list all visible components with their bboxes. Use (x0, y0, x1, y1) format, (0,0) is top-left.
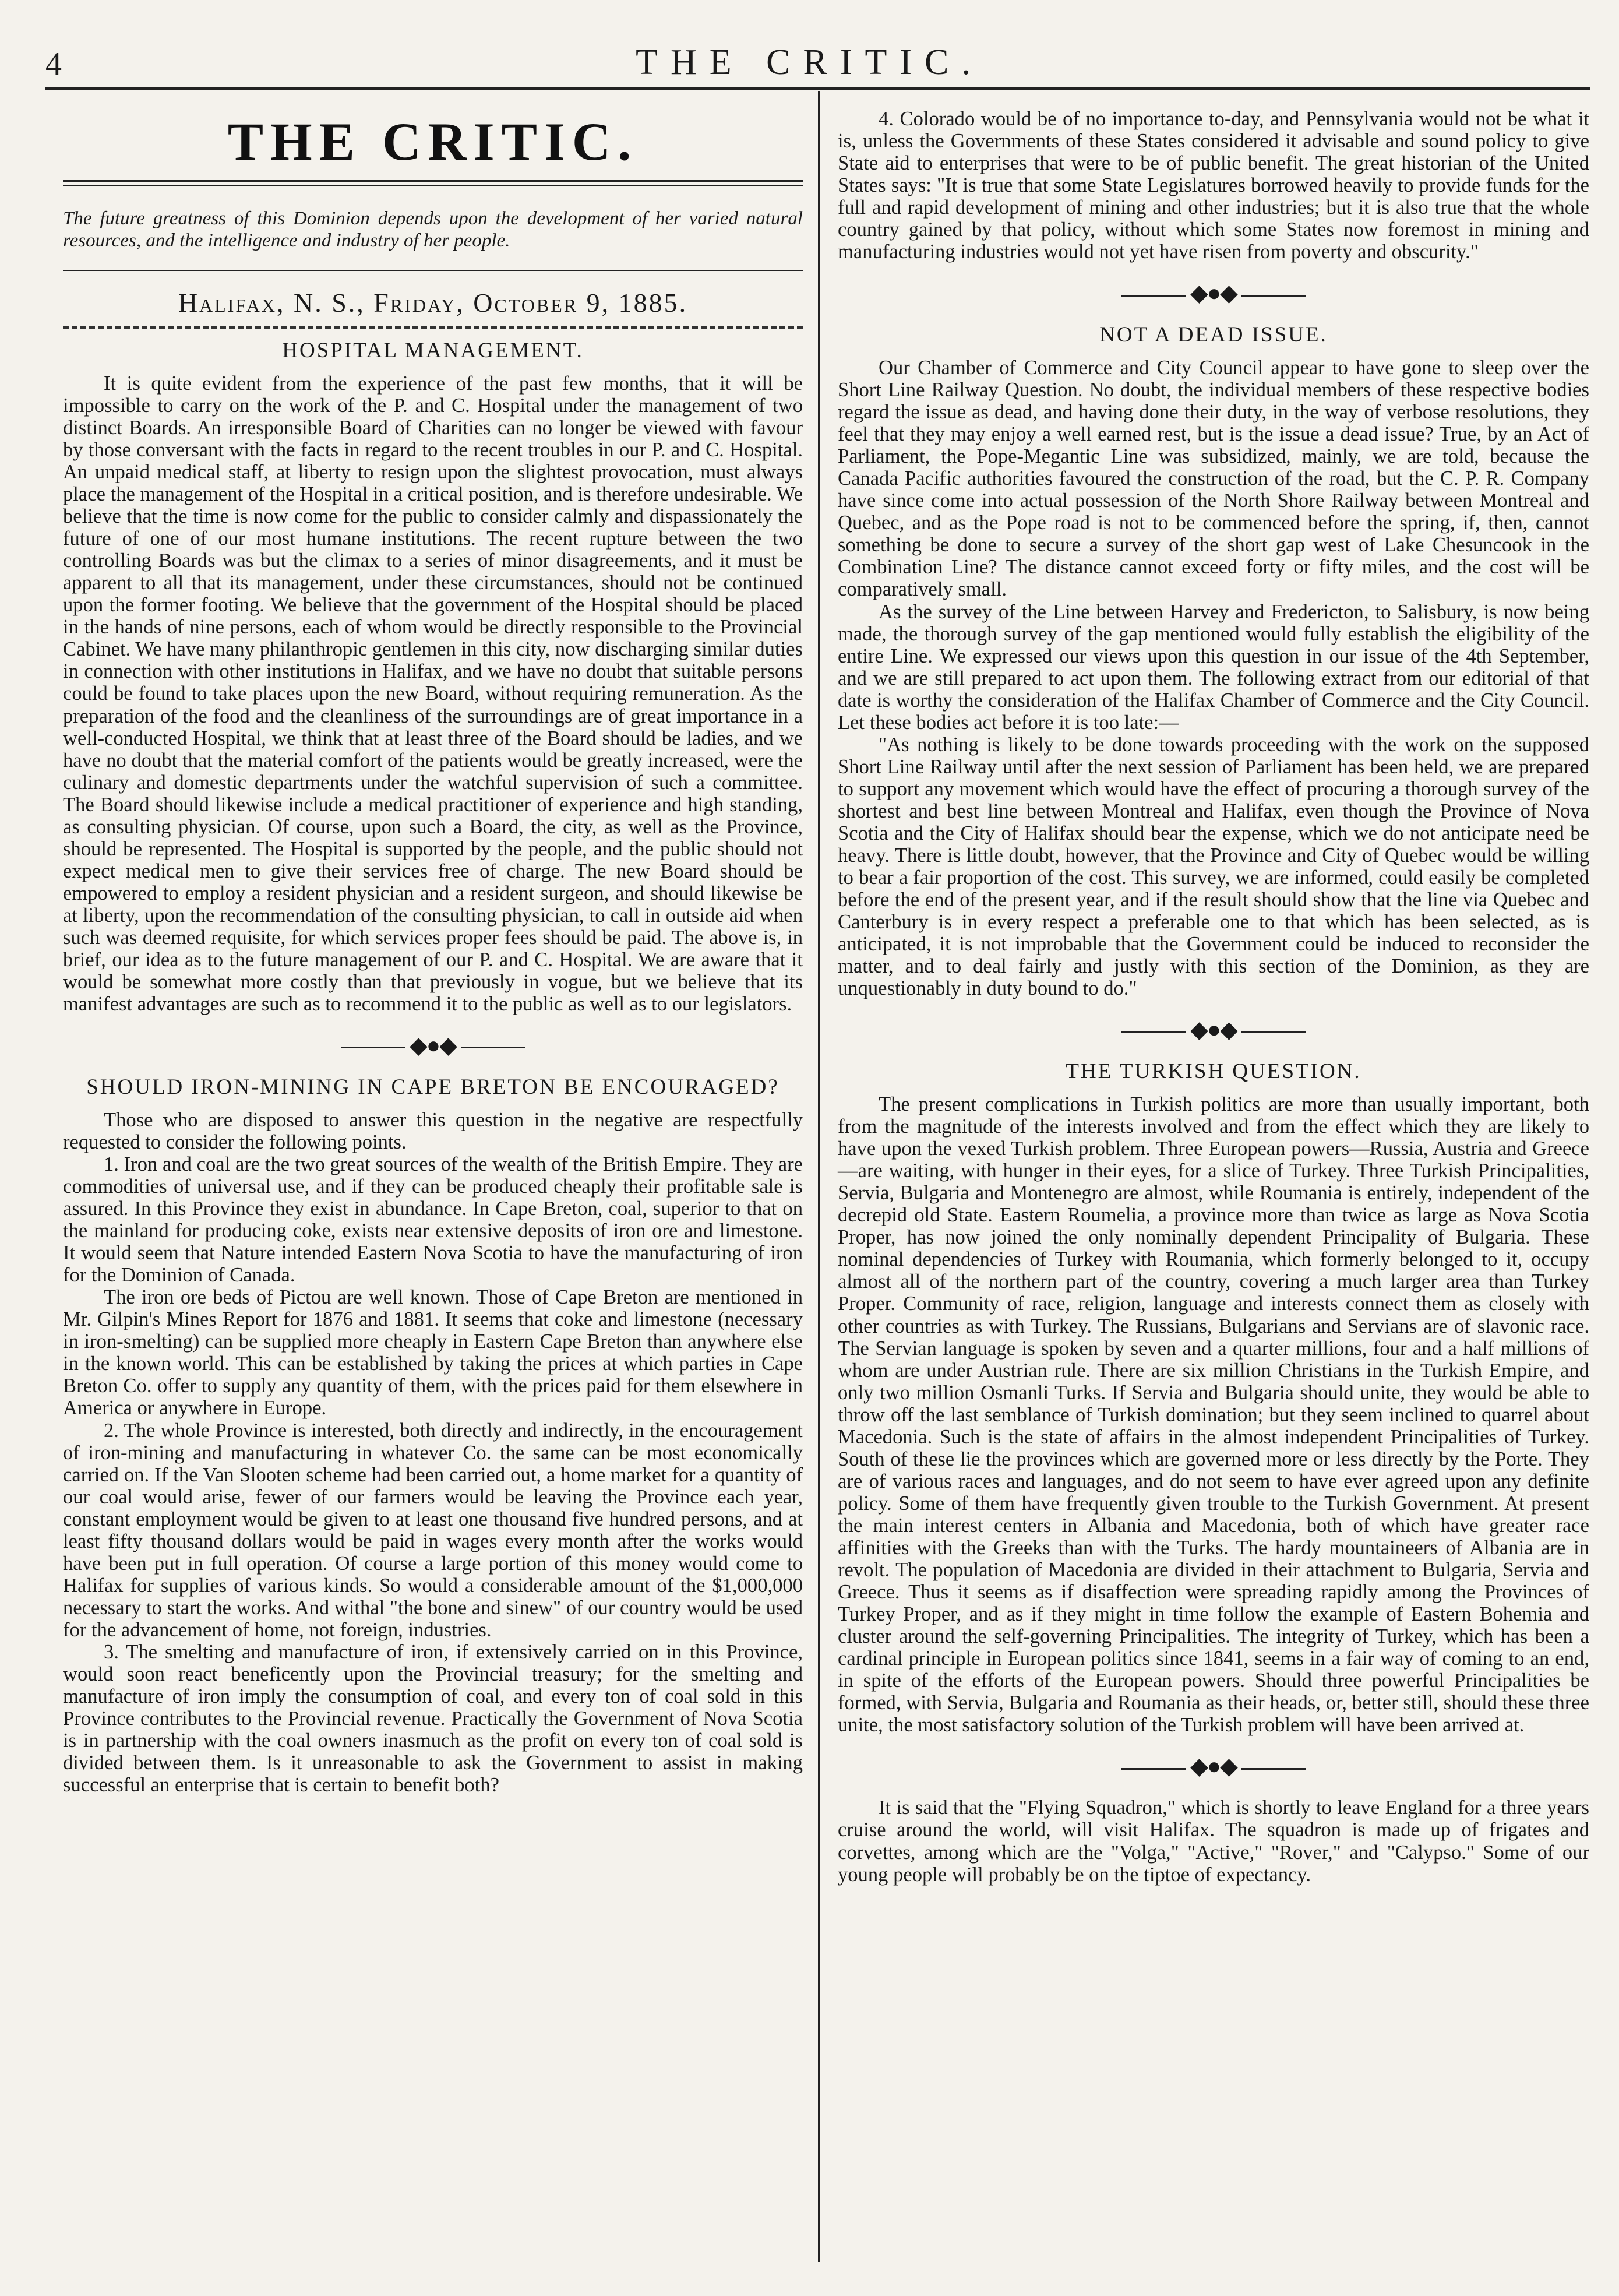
article-paragraph: The iron ore beds of Pictou are well known. Those of Cape Breton are mentioned in Mr. Gilpin's Mines Report for 1876 and 1881. It seems that coke and limestone (necessary in iron-smelting) can be supplied more cheaply in Eastern Cape Breton than anywhere else in the known world. This can be established by taking the prices at which parties in Cape Breton Co. offer to supply any quantity of them, with the prices paid for them elsewhere in America or anywhere in Europe. (63, 1286, 803, 1420)
article-quote: "As nothing is likely to be done towards proceeding with the work on the supposed Short Line Railway until after the next session of Parliament has been held, we are prepared to support any movement which would have the effect of procuring a thorough survey of the shortest and best line between Montreal and Halifax, even though the Province of Nova Scotia and the City of Halifax should bear the expense, which we do not anticipate need be heavy. There is little doubt, however, that the Province and City of Quebec would be willing to bear a fair proportion of the cost. This survey, we are informed, could easily be completed before the end of the present year, and if the result should show that the line via Quebec and Canterbury is in every respect a preferable one to that which has been selected, as is anticipated, it is not improbable that the Government could be induced to reconsider the matter, and to deal fairly and justly with this section of the Dominion, as they are unquestionably in duty bound to do." (838, 733, 1589, 1000)
article-turkish-question (838, 1060, 1589, 1736)
article-title: HOSPITAL MANAGEMENT. (282, 339, 584, 363)
article-hospital-management (63, 339, 803, 1015)
article-paragraph: It is quite evident from the experience of the past few months, that it will be impossible to carry on the work of the P. and C. Hospital under the management of two distinct Boards. An irresponsible Board of Charities can no longer be viewed with favour by those conversant with the facts in regard to the recent troubles in our P. and C. Hospital. An unpaid medical staff, at liberty to resign upon the slightest provocation, must always place the management of the Hospital in a critical position, and is therefore undesirable. We believe that the time is now come for the public to consider calmly and dispassionately the future of one of our most humane institutions. The recent rupture between the two controlling Boards was but the climax to a series of minor disagreements, and it must be apparent to all that its management, under these circumstances, should not be continued upon the former footing. We believe that the government of the Hospital should be placed in the hands of nine persons, each of whom would be directly responsible to the Provincial Cabinet. We have many philanthropic gentlemen in this city, now discharging similar duties in connection with other institutions in Halifax, and we have no doubt that suitable persons could be found to take places upon the new Board, without requiring remuneration. As the preparation of the food and the cleanliness of the surroundings are of great importance in a well-conducted Hospital, we think that at least three of the Board should be ladies, and we have no doubt that the material comfort of the patients would be greatly increased, were the culinary and domestic departments under the watchful supervision of such a committee. The Board should likewise include a medical practitioner of experience and high standing, as consulting physician. Of course, upon such a Board, the city, as well as the Province, should be represented. The Hospital is supported by the people, and the public should not expect medical men to give their services free of charge. The new Board should be empowered to employ a resident physician and a resident surgeon, and should likewise be at liberty, upon the recommendation of the consulting physician, to call in outside aid when such was deemed requisite, for which services proper fees should be paid. The above is, in brief, our idea as to the future management of our P. and C. Hospital. We are aware that it would be somewhat more costly than that previously in vogue, but we believe that its manifest advantages are such as to recommend it to the public as well as to our legislators. (63, 372, 803, 1016)
article-not-a-dead-issue (838, 323, 1589, 999)
article-paragraph: It is said that the "Flying Squadron," which is shortly to leave England for a three years cruise around the world, will visit Halifax. The squadron is made up of frigates and corvettes, among which are the "Volga," "Active," "Rover," and "Calypso." Some of our young people will probably be on the tiptoe of expectancy. (838, 1797, 1589, 1886)
dateline-rule (63, 326, 803, 329)
article-paragraph: 1. Iron and coal are the two great sources of the wealth of the British Empire. They are commodities of universal use, and if they can be produced cheaply their profitable sale is assured. In this Province they exist in abundance. In Cape Breton, coal, superior to that on the mainland for producing coke, exists near extensive deposits of iron ore and limestone. It would seem that Nature intended Eastern Nova Scotia to have the manufacturing of iron for the Dominion of Canada. (63, 1153, 803, 1287)
motto-rule (63, 270, 803, 271)
header-rule (45, 87, 1590, 90)
section-ornament: ◆●◆ (63, 1033, 803, 1058)
article-flying-squadron (838, 1797, 1589, 1885)
article-paragraph: Those who are disposed to answer this question in the negative are respectfully requested to consider the following points. (63, 1108, 803, 1153)
column-divider (818, 91, 820, 2262)
article-title: NOT A DEAD ISSUE. (1099, 323, 1328, 347)
section-ornament: ◆●◆ (838, 1017, 1589, 1043)
article-paragraph: As the survey of the Line between Harvey and Fredericton, to Salisbury, is now being made, the thorough survey of the gap mentioned would fully establish the eligibility of the entire Line. We expressed our views upon this question in our issue of the 4th September, and we are still prepared to act upon them. The following extract from our editorial of that date is worthy the consideration of the Halifax Chamber of Commerce and the City Council. Let these bodies act before it is too late:— (838, 600, 1589, 734)
left-column (63, 108, 803, 1796)
page-number: 4 (45, 46, 62, 82)
dateline: Halifax, N. S., Friday, October 9, 1885. (178, 287, 688, 318)
article-paragraph: Our Chamber of Commerce and City Council appear to have gone to sleep over the Short Line Railway Question. No doubt, the individual members of these respective bodies regard the issue as dead, and having done their duty, in the way of verbose resolutions, they feel that they may enjoy a well earned rest, but is the issue a dead issue? True, by an Act of Parliament, the Pope-Megantic Line was subsidized, mainly, we are told, because the Canada Pacific authorities favoured the construction of the road, but the C. P. R. Company have since come into actual possession of the North Shore Railway between Montreal and Quebec, and as the Pope road is not to be commenced before the spring, if, then, cannot something be done to secure a survey of the short gap west of Lake Chesuncook in the Combination Line? The distance cannot exceed forty or fifty miles, and the cost will be comparatively small. (838, 357, 1589, 601)
article-title: THE TURKISH QUESTION. (1066, 1059, 1361, 1084)
running-head-title: THE CRITIC. (636, 43, 983, 82)
article-paragraph-continued: 4. Colorado would be of no importance to-day, and Pennsylvania would not be what it is, unless the Governments of these States considered it advisable and sound policy to give State aid to enterprises that were to be of public benefit. The great historian of the United States says: "It is true that some State Legislatures borrowed heavily to provide funds for the full and rapid development of mining and other industries; but it is also true that the whole country gained by that policy, without which some States now foremost in mining and manufacturing industries would not yet have risen from poverty and obscurity." (838, 108, 1589, 263)
masthead-rule (63, 180, 803, 186)
article-paragraph: The present complications in Turkish politics are more than usually important, both from the magnitude of the interests involved and from the effect which they are likely to have upon the vexed Turkish problem. Three European powers—Russia, Austria and Greece—are waiting, with hunger in their eyes, for a slice of Turkey. Three Turkish Principalities, Servia, Bulgaria and Montenegro are almost, while Roumania is entirely, independent of the decrepid old State. Eastern Roumelia, a province more than twice as large as Nova Scotia Proper, has now joined the only nominally dependent Principality of Bulgaria. These nominal dependencies of Turkey with Roumania, which formerly belonged to it, occupy almost all of the northern part of the country, covering a much larger area than Turkey Proper. Community of race, religion, language and interests connect them as closely with other countries as with Turkey. The Russians, Bulgarians and Servians are of slavonic race. The Servian language is spoken by seven and a quarter millions, four and a half millions of whom are under Austrian rule. There are six million Christians in the Turkish Empire, and only two million Osmanli Turks. If Servia and Bulgaria should unite, they would be able to throw off the last semblance of Turkish domination; but they seem inclined to quarrel about Macedonia. Such is the state of affairs in the almost independent Principalities of Turkey. South of these lie the provinces which are governed more or less directly by the Porte. They are of various races and languages, and do not seem to have ever agreed upon any definite policy. Some of them have frequently given trouble to the Turkish Government. At present the main interest centers in Albania and Macedonia, both of which have greater race affinities with the Greeks than with the Turks. The hardy mountaineers of Albania are in revolt. The population of Macedonia are divided in their attachment to Bulgaria, Servia and Greece. Thus it seems as if disaffection were spreading rapidly among the Provinces of Turkey Proper, and as if they might in time follow the example of Eastern Bohemia and cluster around the self-governing Principalities. The integrity of Turkey, which has been a cardinal principle in European politics since 1841, seems in a fair way of coming to an end, in spite of the efforts of the European powers. Should three powerful Principalities be formed, with Servia, Bulgaria and Roumania as their heads, or, better still, should these three unite, the most satisfactory solution of the Turkish problem will have been arrived at. (838, 1093, 1589, 1737)
article-paragraph: 2. The whole Province is interested, both directly and indirectly, in the encouragement of iron-mining and manufacturing in whatever Co. the same can be most economically carried on. If the Van Slooten scheme had been carried out, a home market for a quantity of our coal would arise, fewer of our farmers would be leaving the Province each year, constant employment would be given to at least one thousand five hundred persons, and at least fifty thousand dollars would be paid in wages every month after the works would have been put in full operation. Of course a large portion of this money would come to Halifax for supplies of various kinds. So would a considerable amount of the $1,000,000 necessary to start the works. And withal "the bone and sinew" of our country would be used for the advancement of home, not foreign, industries. (63, 1419, 803, 1641)
section-ornament: ◆●◆ (838, 1753, 1589, 1779)
article-paragraph: 3. The smelting and manufacture of iron, if extensively carried on in this Province, would soon react beneficently upon the Provincial treasury; for the smelting and manufacture of iron imply the consumption of coal, and every ton of coal sold in this Province contributes to the Provincial revenue. Practically the Government of Nova Scotia is in partnership with the coal owners inasmuch as the profit on every ton of coal sold is divided between them. Is it unreasonable to ask the Government to assist in making successful an enterprise that is certain to benefit both? (63, 1640, 803, 1797)
masthead-motto: The future greatness of this Dominion depends upon the development of her varied natural resources, and the intelligence and industry of her people. (63, 208, 803, 252)
article-title: SHOULD IRON-MINING IN CAPE BRETON BE ENCOURAGED? (86, 1075, 779, 1100)
section-ornament: ◆●◆ (838, 280, 1589, 306)
masthead-title: THE CRITIC. (227, 112, 639, 171)
right-column (838, 108, 1589, 1886)
article-iron-mining (63, 1076, 803, 1796)
